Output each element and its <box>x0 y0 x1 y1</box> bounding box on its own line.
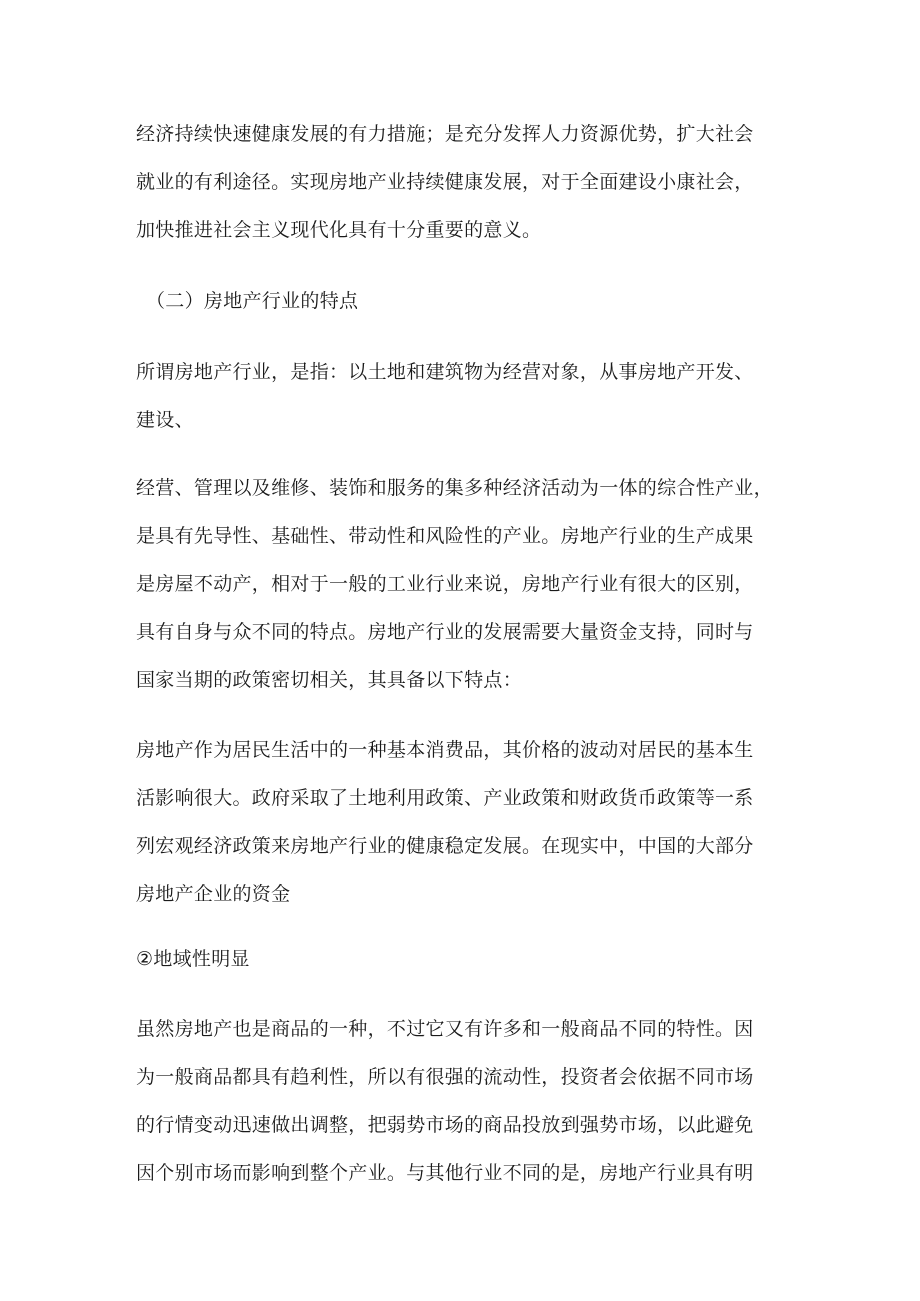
paragraph-3-line-2: 是具有先导性、基础性、带动性和风险性的产业。房地产行业的生产成果 <box>136 525 754 547</box>
paragraph-5-line-2: 为一般商品都具有趋利性，所以有很强的流动性，投资者会依据不同市场 <box>136 1066 754 1088</box>
paragraph-3-line-3: 是房屋不动产，相对于一般的工业行业来说，房地产行业有很大的区别， <box>136 573 754 595</box>
paragraph-4-line-3: 列宏观经济政策来房地产行业的健康稳定发展。在现实中，中国的大部分 <box>136 835 754 857</box>
paragraph-2-line-1: 所谓房地产行业，是指：以土地和建筑物为经营对象，从事房地产开发、 <box>136 361 754 383</box>
paragraph-3-line-1: 经营、管理以及维修、装饰和服务的集多种经济活动为一体的综合性产业， <box>136 477 773 499</box>
paragraph-3-line-5: 国家当期的政策密切相关，其具备以下特点： <box>136 669 523 691</box>
paragraph-1-line-2: 就业的有利途径。实现房地产业持续健康发展，对于全面建设小康社会， <box>136 171 754 193</box>
paragraph-1-line-3: 加快推进社会主义现代化具有十分重要的意义。 <box>136 219 542 241</box>
paragraph-3-line-4: 具有自身与众不同的特点。房地产行业的发展需要大量资金支持，同时与 <box>136 621 754 643</box>
paragraph-5-line-4: 因个别市场而影响到整个产业。与其他行业不同的是，房地产行业具有明 <box>136 1162 754 1184</box>
paragraph-4-line-1: 房地产作为居民生活中的一种基本消费品，其价格的波动对居民的基本生 <box>136 739 754 761</box>
subsection-heading: ②地域性明显 <box>136 948 250 970</box>
paragraph-4-line-4: 房地产企业的资金 <box>136 883 291 905</box>
paragraph-5-line-1: 虽然房地产也是商品的一种，不过它又有许多和一般商品不同的特性。因 <box>136 1018 754 1040</box>
paragraph-2-line-2: 建设、 <box>136 409 194 431</box>
section-heading: （二）房地产行业的特点 <box>146 290 359 312</box>
paragraph-4-line-2: 活影响很大。政府采取了土地利用政策、产业政策和财政货币政策等一系 <box>136 787 754 809</box>
paragraph-5-line-3: 的行情变动迅速做出调整，把弱势市场的商品投放到强势市场，以此避免 <box>136 1114 754 1136</box>
paragraph-1-line-1: 经济持续快速健康发展的有力措施；是充分发挥人力资源优势，扩大社会 <box>136 123 754 145</box>
